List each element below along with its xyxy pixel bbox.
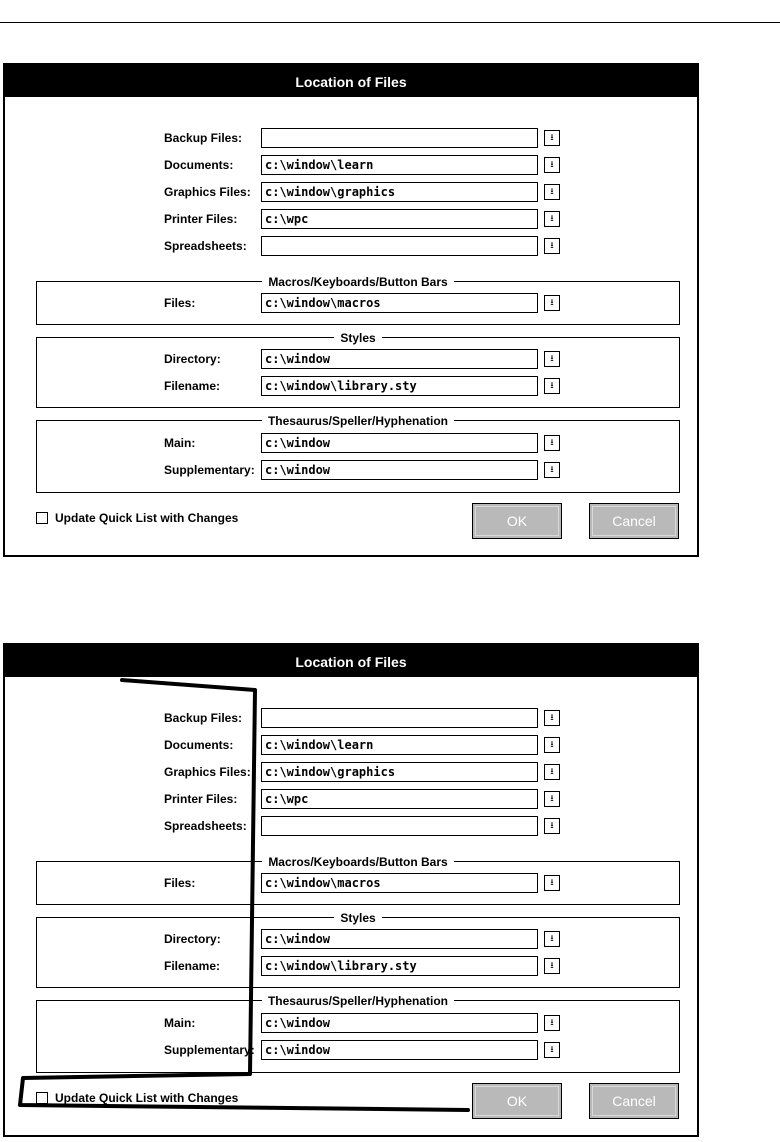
dropdown-arrow-icon[interactable]: ⭳ [544, 737, 560, 753]
dropdown-arrow-icon[interactable]: ⭳ [544, 791, 560, 807]
spreadsheets-label: Spreadsheets: [164, 819, 247, 833]
spreadsheets-input[interactable] [261, 236, 538, 256]
thesaurus-main-label: Main: [164, 436, 196, 450]
dropdown-arrow-icon[interactable]: ⭳ [544, 1015, 560, 1031]
graphics-files-input[interactable]: c:\window\graphics [261, 762, 538, 782]
cancel-button-label: Cancel [612, 1093, 656, 1109]
ok-button[interactable] [472, 503, 562, 539]
printer-files-input[interactable]: c:\wpc [261, 209, 538, 229]
page-top-rule [0, 22, 780, 23]
cancel-button[interactable] [589, 1083, 679, 1119]
thesaurus-main-label: Main: [164, 1016, 196, 1030]
styles-directory-input[interactable]: c:\window [261, 929, 538, 949]
styles-directory-label: Directory: [164, 352, 221, 366]
documents-label: Documents: [164, 738, 234, 752]
styles-directory-label: Directory: [164, 932, 221, 946]
printer-files-label: Printer Files: [164, 212, 238, 226]
dropdown-arrow-icon[interactable]: ⭳ [544, 435, 560, 451]
dropdown-arrow-icon[interactable]: ⭳ [544, 462, 560, 478]
styles-group-title: Styles [334, 331, 381, 345]
backup-files-input[interactable] [261, 708, 538, 728]
ok-button-bevel [475, 506, 559, 536]
styles-group [36, 911, 680, 988]
location-of-files-dialog [3, 63, 699, 557]
dropdown-arrow-icon[interactable]: ⭳ [544, 211, 560, 227]
dropdown-arrow-icon[interactable]: ⭳ [544, 295, 560, 311]
styles-filename-label: Filename: [164, 379, 221, 393]
update-quick-list-label[interactable]: Update Quick List with Changes [55, 1091, 239, 1105]
update-quick-list-label[interactable]: Update Quick List with Changes [55, 511, 239, 525]
macros-group-title: Macros/Keyboards/Button Bars [262, 855, 453, 869]
cancel-button-bevel [592, 1086, 676, 1116]
graphics-files-label: Graphics Files: [164, 765, 251, 779]
styles-directory-input[interactable]: c:\window [261, 349, 538, 369]
macros-files-label: Files: [164, 876, 196, 890]
dropdown-arrow-icon[interactable]: ⭳ [544, 931, 560, 947]
styles-group [36, 331, 680, 408]
macros-group-title: Macros/Keyboards/Button Bars [262, 275, 453, 289]
dropdown-arrow-icon[interactable]: ⭳ [544, 710, 560, 726]
dropdown-arrow-icon[interactable]: ⭳ [544, 764, 560, 780]
ok-button[interactable] [472, 1083, 562, 1119]
documents-label: Documents: [164, 158, 234, 172]
dialog-title: Location of Files [5, 65, 697, 97]
location-of-files-dialog-annotated [3, 643, 699, 1137]
dropdown-arrow-icon[interactable]: ⭳ [544, 378, 560, 394]
graphics-files-label: Graphics Files: [164, 185, 251, 199]
cancel-button-label: Cancel [612, 513, 656, 529]
thesaurus-supplementary-input[interactable]: c:\window [261, 460, 538, 480]
thesaurus-supplementary-input[interactable]: c:\window [261, 1040, 538, 1060]
graphics-files-input[interactable]: c:\window\graphics [261, 182, 538, 202]
thesaurus-group [36, 994, 680, 1073]
printer-files-input[interactable]: c:\wpc [261, 789, 538, 809]
spreadsheets-label: Spreadsheets: [164, 239, 247, 253]
thesaurus-supplementary-label: Supplementary: [164, 1043, 255, 1057]
dropdown-arrow-icon[interactable]: ⭳ [544, 157, 560, 173]
styles-filename-label: Filename: [164, 959, 221, 973]
dropdown-arrow-icon[interactable]: ⭳ [544, 1042, 560, 1058]
documents-input[interactable]: c:\window\learn [261, 155, 538, 175]
macros-files-label: Files: [164, 296, 196, 310]
dropdown-arrow-icon[interactable]: ⭳ [544, 818, 560, 834]
dropdown-arrow-icon[interactable]: ⭳ [544, 130, 560, 146]
ok-button-label: OK [506, 513, 528, 529]
dropdown-arrow-icon[interactable]: ⭳ [544, 184, 560, 200]
dropdown-arrow-icon[interactable]: ⭳ [544, 875, 560, 891]
dropdown-arrow-icon[interactable]: ⭳ [544, 351, 560, 367]
thesaurus-group [36, 414, 680, 493]
backup-files-label: Backup Files: [164, 711, 243, 725]
cancel-button[interactable] [589, 503, 679, 539]
dropdown-arrow-icon[interactable]: ⭳ [544, 238, 560, 254]
backup-files-label: Backup Files: [164, 131, 243, 145]
spreadsheets-input[interactable] [261, 816, 538, 836]
cancel-button-bevel [592, 506, 676, 536]
thesaurus-group-title: Thesaurus/Speller/Hyphenation [262, 994, 454, 1008]
styles-filename-input[interactable]: c:\window\library.sty [261, 376, 538, 396]
checkbox-unchecked-icon[interactable] [36, 512, 48, 524]
backup-files-input[interactable] [261, 128, 538, 148]
documents-input[interactable]: c:\window\learn [261, 735, 538, 755]
thesaurus-group-title: Thesaurus/Speller/Hyphenation [262, 414, 454, 428]
styles-filename-input[interactable]: c:\window\library.sty [261, 956, 538, 976]
ok-button-label: OK [506, 1093, 528, 1109]
thesaurus-main-input[interactable]: c:\window [261, 1013, 538, 1033]
macros-files-input[interactable]: c:\window\macros [261, 293, 538, 313]
thesaurus-main-input[interactable]: c:\window [261, 433, 538, 453]
checkbox-unchecked-icon[interactable] [36, 1092, 48, 1104]
printer-files-label: Printer Files: [164, 792, 238, 806]
ok-button-bevel [475, 1086, 559, 1116]
dropdown-arrow-icon[interactable]: ⭳ [544, 958, 560, 974]
dialog-title: Location of Files [5, 645, 697, 677]
thesaurus-supplementary-label: Supplementary: [164, 463, 255, 477]
macros-files-input[interactable]: c:\window\macros [261, 873, 538, 893]
styles-group-title: Styles [334, 911, 381, 925]
